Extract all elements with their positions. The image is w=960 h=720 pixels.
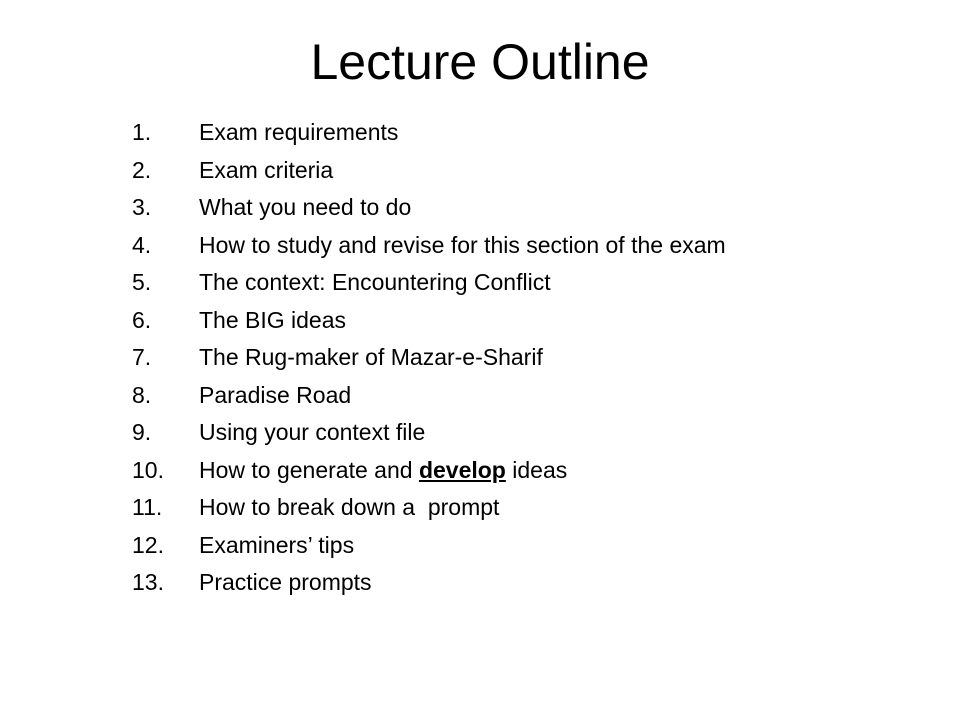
item-number: 12. bbox=[132, 531, 164, 558]
list-item bbox=[132, 194, 812, 221]
item-text: Paradise Road bbox=[199, 381, 352, 408]
item-text: How to study and revise for this section of the exam bbox=[199, 231, 726, 258]
item-text: Exam requirements bbox=[199, 119, 399, 145]
item-number: 13. bbox=[132, 569, 164, 595]
outline-list bbox=[132, 119, 812, 607]
emphasized-word: develop bbox=[418, 456, 506, 483]
item-text: Exam criteria bbox=[199, 156, 334, 183]
list-item bbox=[132, 419, 812, 446]
slide-title: Lecture Outline bbox=[310, 34, 650, 90]
list-item bbox=[132, 457, 812, 484]
item-number: 11. bbox=[132, 494, 163, 520]
item-number: 2. bbox=[132, 156, 152, 183]
item-number: 8. bbox=[132, 381, 152, 408]
item-text: The BIG ideas bbox=[199, 306, 347, 333]
list-item bbox=[132, 269, 812, 296]
item-number: 9. bbox=[132, 419, 152, 445]
item-number: 5. bbox=[132, 269, 152, 295]
list-item bbox=[132, 344, 812, 371]
item-text: Examiners’ tips bbox=[199, 531, 355, 558]
list-item bbox=[132, 382, 812, 409]
list-item bbox=[132, 532, 812, 559]
item-text bbox=[199, 457, 812, 484]
item-number: 4. bbox=[132, 231, 152, 258]
item-text: Using your context file bbox=[199, 419, 426, 445]
list-item bbox=[132, 232, 812, 259]
list-item bbox=[132, 157, 812, 184]
item-text: The context: Encountering Conflict bbox=[199, 269, 551, 295]
item-number: 7. bbox=[132, 344, 152, 370]
item-text: Practice prompts bbox=[199, 569, 372, 595]
item-text-before: How to generate and bbox=[199, 456, 419, 483]
list-item bbox=[132, 494, 812, 521]
list-item bbox=[132, 569, 812, 596]
item-number: 1. bbox=[132, 119, 152, 145]
item-text: The Rug-maker of Mazar-e-Sharif bbox=[199, 344, 543, 370]
list-item bbox=[132, 119, 812, 146]
item-text-after: ideas bbox=[505, 456, 568, 483]
item-text: What you need to do bbox=[199, 194, 412, 220]
item-number: 6. bbox=[132, 306, 152, 333]
item-text: How to break down a prompt bbox=[199, 494, 500, 520]
item-number: 10. bbox=[132, 456, 164, 483]
list-item bbox=[132, 307, 812, 334]
item-number: 3. bbox=[132, 194, 152, 220]
